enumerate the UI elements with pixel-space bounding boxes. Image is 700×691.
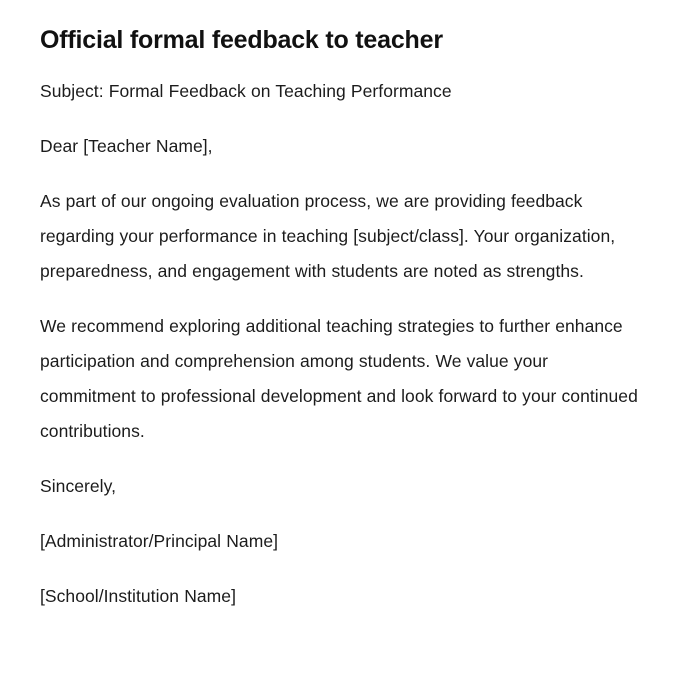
- closing-line: Sincerely,: [40, 476, 117, 496]
- body-paragraph-1: As part of our ongoing evaluation process, we are providing feedback regarding your performance in teaching [subject/class]. Your organization, preparedness, and engagement with students are noted as strengths.: [40, 191, 616, 281]
- subject-line: Subject: Formal Feedback on Teaching Performance: [40, 81, 452, 101]
- document-body: [40, 74, 644, 614]
- salutation-line: Dear [Teacher Name],: [40, 136, 213, 156]
- signature-name-line: [Administrator/Principal Name]: [40, 531, 279, 551]
- body-paragraph-2: We recommend exploring additional teaching strategies to further enhance participation and comprehension among students. We value your commitment to professional development and look forward to your continued contributions.: [40, 316, 638, 441]
- page-title: Official formal feedback to teacher: [40, 26, 443, 54]
- signature-institution-line: [School/Institution Name]: [40, 586, 236, 606]
